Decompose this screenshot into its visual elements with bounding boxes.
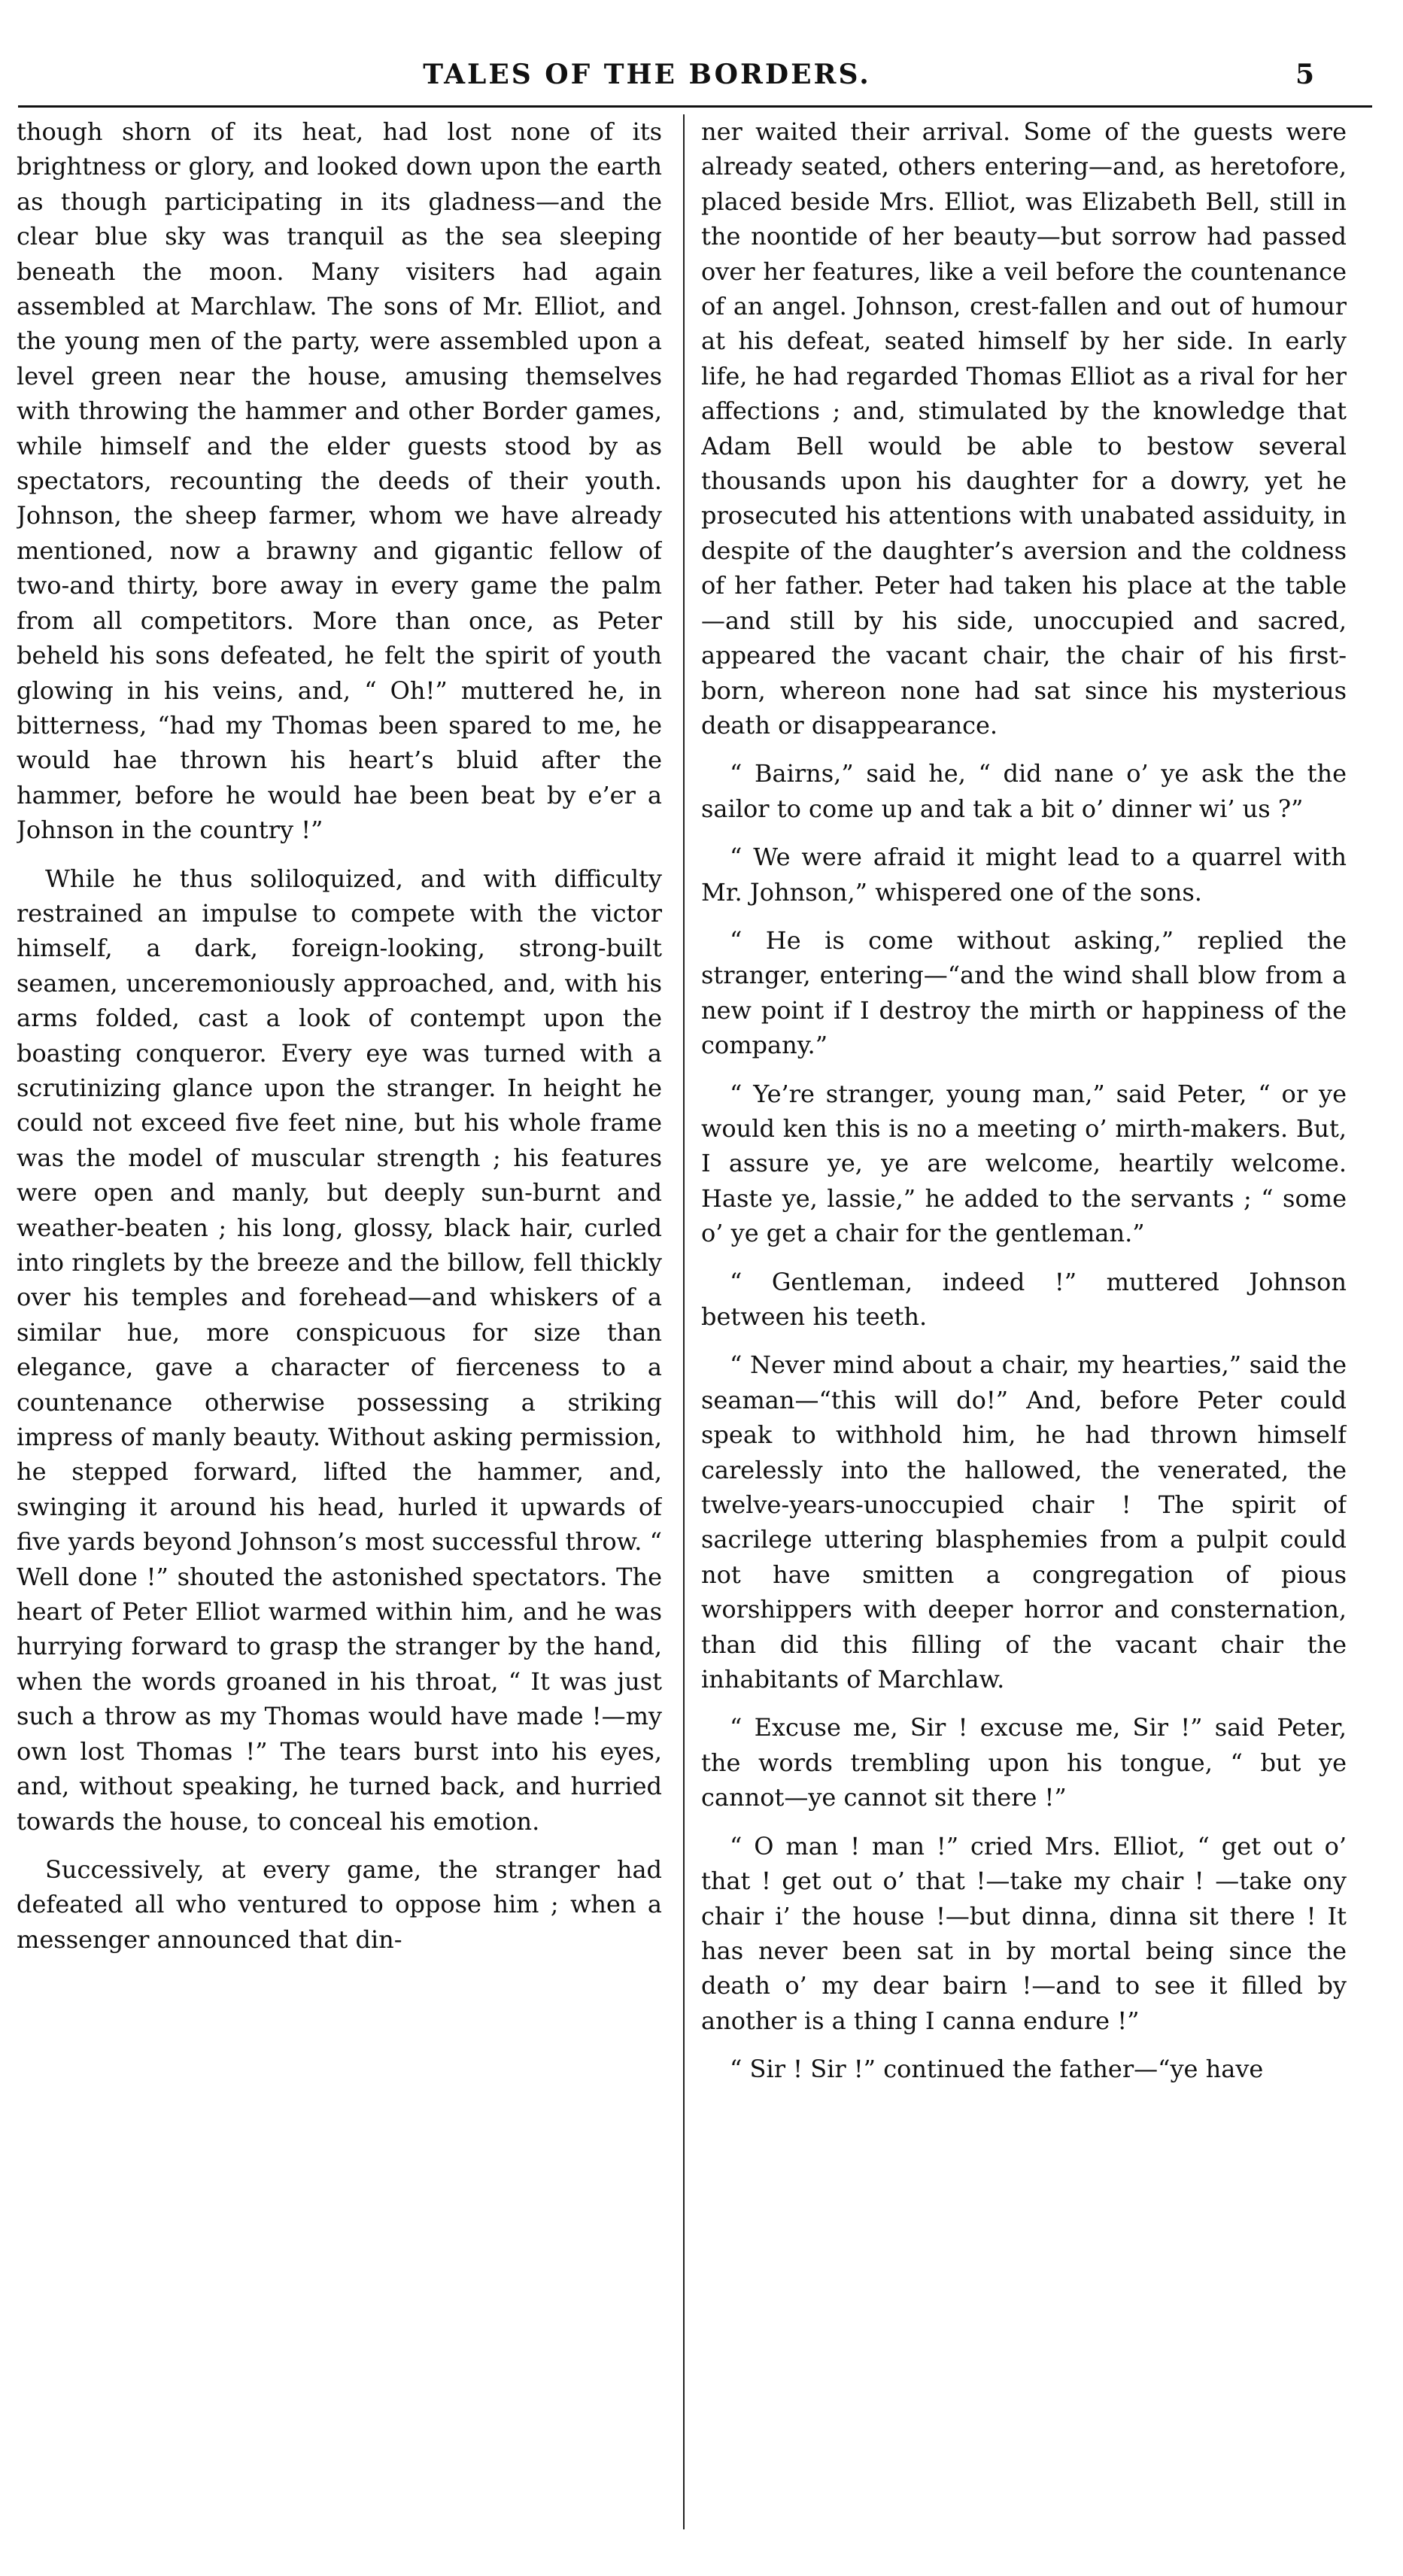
paragraph: While he thus soliloquized, and with difficulty restrained an impulse to compete with the victor himself, a dark, foreign-looking, strong-built seamen, unceremoniously approached, and, with his arms folded, cast a look of contempt upon the boasting conqueror. Every eye was turned with a scrutinizing glance upon the stranger. In height he could not exceed five feet nine, but his whole frame was the model of muscular strength ; his features were open and manly, but deeply sun-burnt and weather-beaten ; his long, glossy, black hair, curled into ringlets by the breeze and the billow, fell thickly over his temples and forehead—and whiskers of a similar hue, more conspicuous for size than elegance, gave a character of fierceness to a countenance otherwise possessing a striking impress of manly beauty. Without asking permission, he stepped forward, lifted the hammer, and, swinging it around his head, hurled it upwards of five yards beyond Johnson’s most successful throw. “ Well done !” shouted the astonished spectators. The heart of Peter Elliot warmed within him, and he was hurrying forward to grasp the stranger by the hand, when the words groaned in his throat, “ It was just such a throw as my Thomas would have made !—my own lost Thomas !” The tears burst into his eyes, and, without speaking, he turned back, and hurried towards the house, to conceal his emotion. <box>17 864 662 1836</box>
paragraph: “ Excuse me, Sir ! excuse me, Sir !” said Peter, the words trembling upon his tongue, “ but ye cannot—ye cannot sit there !” <box>701 1713 1347 1812</box>
paragraph: “ He is come without asking,” replied the stranger, entering—“and the wind shall blow from a new point if I destroy the mirth or happiness of the company.” <box>701 925 1347 1060</box>
page-number: 5 <box>1295 59 1315 90</box>
paragraph: “ O man ! man !” cried Mrs. Elliot, “ get out o’ that ! get out o’ that !—take my chair ! —take ony chair i’ the house !—but dinna, dinna sit there ! It has never been sat in by mortal being since the death o’ my dear bairn !—and to see it filled by another is a thing I canna endure !” <box>701 1831 1347 2035</box>
paragraph: “ Never mind about a chair, my hearties,” said the seaman—“this will do!” And, before Peter could speak to withhold him, he had thrown himself carelessly into the hallowed, the venerated, the twelve-years-unoccupied chair ! The spirit of sacrilege uttering blasphemies from a pulpit could not have smitten a congregation of pious worshippers with deeper horror and consternation, than did this filling of the vacant chair the inhabitants of Marchlaw. <box>701 1350 1347 1694</box>
paragraph: Successively, at every game, the stranger had defeated all who ventured to oppose him ; when a messenger announced that din- <box>17 1855 662 1954</box>
paragraph: “ Gentleman, indeed !” muttered Johnson between his teeth. <box>701 1267 1347 1331</box>
running-title: TALES OF THE BORDERS. <box>423 59 871 90</box>
paragraph: “ Bairns,” said he, “ did nane o’ ye ask the the sailor to come up and tak a bit o’ dinner wi’ us ?” <box>701 759 1347 823</box>
paragraph: “ Sir ! Sir !” continued the father—“ye have <box>730 2055 1264 2084</box>
paragraph: ner waited their arrival. Some of the guests were already seated, others entering—and, as heretofore, placed beside Mrs. Elliot, was Elizabeth Bell, still in the noontide of her beauty—but sorrow had passed over her features, like a veil before the countenance of an angel. Johnson, crest-fallen and out of humour at his defeat, seated himself by her side. In early life, he had regarded Thomas Elliot as a rival for her affections ; and, stimulated by the knowledge that Adam Bell would be able to bestow several thousands upon his daughter for a dowry, yet he prosecuted his attentions with unabated assiduity, in despite of the daughter’s aversion and the coldness of her father. Peter had taken his place at the table—and still by his side, unoccupied and sacred, appeared the vacant chair, the chair of his first-born, whereon none had sat since his mysterious death or disappearance. <box>701 117 1347 740</box>
right-column <box>701 114 1347 2529</box>
paragraph: “ Ye’re stranger, young man,” said Peter, “ or ye would ken this is no a meeting o’ mirth-makers. But, I assure ye, ye are welcome, heartily welcome. Haste ye, lassie,” he added to the servants ; “ some o’ ye get a chair for the gentleman.” <box>701 1079 1347 1248</box>
paragraph: though shorn of its heat, had lost none of its brightness or glory, and looked down upon the earth as though participating in its gladness—and the clear blue sky was tranquil as the sea sleeping beneath the moon. Many visiters had again assembled at Marchlaw. The sons of Mr. Elliot, and the young men of the party, were assembled upon a level green near the house, amusing themselves with throwing the hammer and other Border games, while himself and the elder guests stood by as spectators, recounting the deeds of their youth. Johnson, the sheep farmer, whom we have already mentioned, now a brawny and gigantic fellow of two-and thirty, bore away in every game the palm from all competitors. More than once, as Peter beheld his sons defeated, he felt the spirit of youth glowing in his veins, and, “ Oh!” muttered he, in bitterness, “had my Thomas been spared to me, he would hae thrown his heart’s bluid after the hammer, before he would hae been beat by e’er a Johnson in the country !” <box>17 117 662 845</box>
header-rule <box>18 105 1372 108</box>
column-divider <box>683 114 685 2529</box>
page-header <box>0 0 1403 113</box>
left-column <box>17 114 662 2529</box>
paragraph: “ We were afraid it might lead to a quarrel with Mr. Johnson,” whispered one of the sons. <box>701 843 1347 907</box>
